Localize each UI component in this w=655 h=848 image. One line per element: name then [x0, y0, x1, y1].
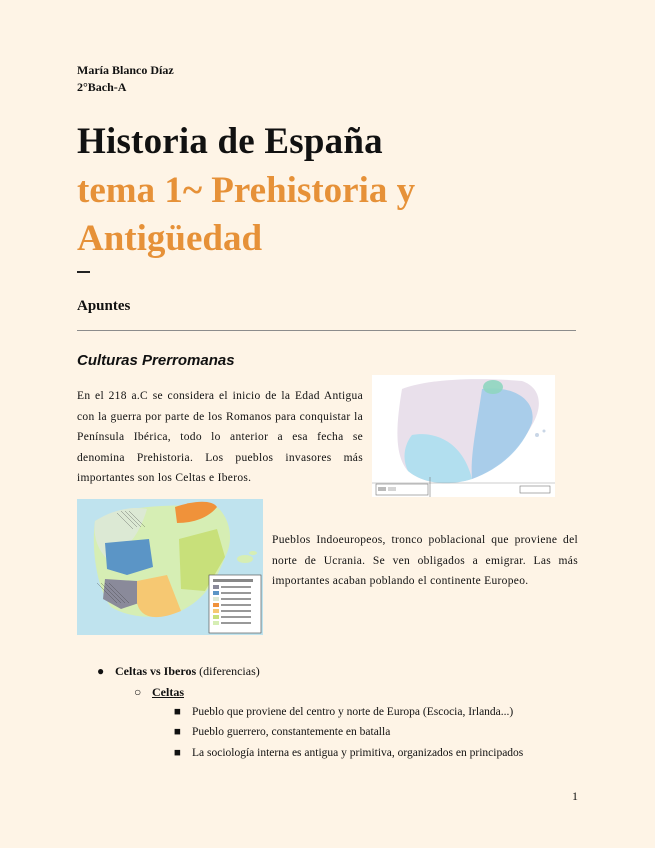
list-item-level3-text: Pueblo que proviene del centro y norte de Europa (Escocia, Irlanda...)	[192, 706, 514, 718]
list-item-level3-text: Pueblo guerrero, constantemente en batalla	[192, 726, 391, 738]
list-item-level3	[174, 726, 390, 738]
square-bullet-icon: ■	[174, 726, 181, 738]
section-heading: Culturas Prerromanas	[77, 352, 235, 369]
list-item-level1	[97, 664, 260, 679]
page-number: 1	[572, 789, 578, 803]
list-item-level3	[174, 706, 513, 718]
author-name: María Blanco Díaz	[77, 63, 174, 77]
paragraph-intro: En el 218 a.C se considera el inicio de la Edad Antigua con la guerra por parte de los Romanos para conquistar la Península Ibérica, todo lo anterior a esa fecha se denomina Prehistoria. Los pueblos invasores más importantes son los Celtas e Iberos.	[77, 390, 363, 485]
square-bullet-icon: ■	[174, 706, 181, 718]
square-bullet-icon: ■	[174, 747, 181, 759]
list-item-level3-text: La sociología interna es antigua y primitiva, organizados en principados	[192, 747, 524, 759]
document-title: Historia de España	[77, 121, 383, 162]
list-item-level3	[174, 747, 523, 759]
list-item-level2-label: Celtas	[152, 685, 184, 699]
paragraph-indoeuropean: Pueblos Indoeuropeos, tronco poblacional que proviene del norte de Ucrania. Se ven obligados a emigrar. Las más importantes acaban poblando el continente Europeo.	[272, 534, 578, 588]
section-label: Apuntes	[77, 298, 131, 314]
list-item-level2	[134, 685, 184, 700]
iberia-dot-map-image	[372, 375, 555, 497]
course-label: 2°Bach-A	[77, 80, 127, 94]
list-item-level1-rest: (diferencias)	[196, 664, 260, 678]
filled-circle-bullet-icon: ●	[97, 664, 105, 678]
author-block	[77, 62, 174, 96]
title-dash-divider	[77, 271, 90, 273]
prerroman-peoples-map-image	[77, 499, 263, 635]
hollow-circle-bullet-icon: ○	[134, 685, 142, 699]
list-item-level1-bold: Celtas vs Iberos	[115, 664, 197, 678]
horizontal-rule	[77, 330, 576, 331]
document-subtitle: tema 1~ Prehistoria y Antigüedad	[77, 170, 416, 259]
